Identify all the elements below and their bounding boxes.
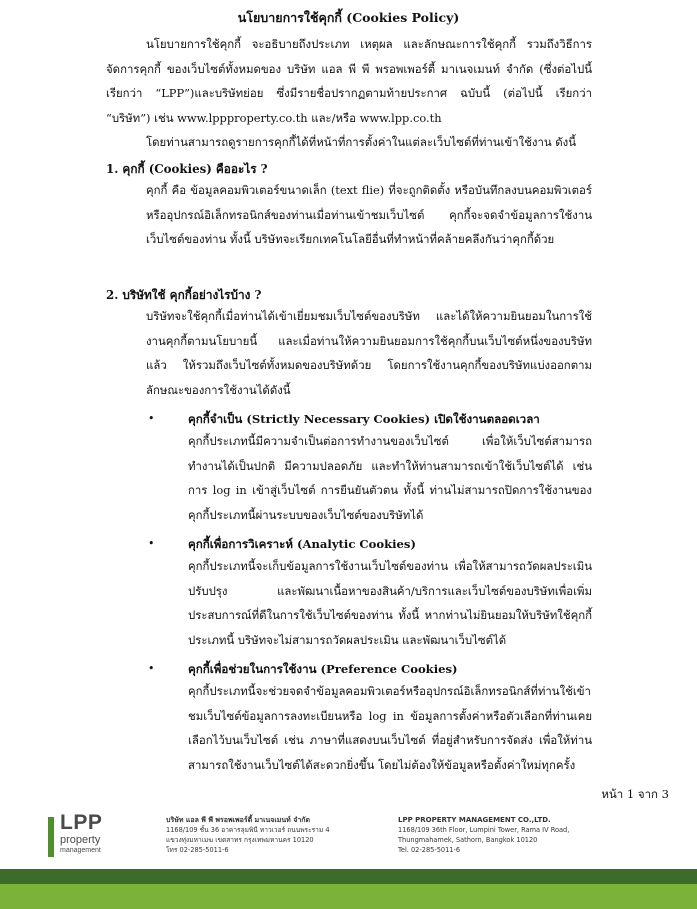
footer-band-dark <box>0 869 697 884</box>
section-1-body: คุกกี้ คือ ข้อมูลคอมพิวเตอร์ขนาดเล็ก (text flie) ที่จะถูกติดตั้ง หรือบันทึกลงบนคอมพิวเตอร์หรืออุปกรณ์อิเล็กทรอนิกส์ของท่านเมื่อท่านเข้าชมเว็บไซต์ คุกกี้จะจดจำข้อมูลการใช้งานเว็บไซต์ของท่าน ทั้งนี้ บริษัทจะเรียกเทคโนโลยีอื่นที่ทำหน้าที่คล้ายคลึงกันว่าคุกกี้ด้วย <box>146 183 592 247</box>
footer-band-light <box>0 884 697 909</box>
section-1-heading: 1. คุกกี้ (Cookies) คืออะไร ? <box>106 162 268 176</box>
intro-note: โดยท่านสามารถดูรายการคุกกี้ได้ที่หน้าที่การตั้งค่าในแต่ละเว็บไซต์ที่ท่านเข้าใช้งาน ดังนี้ <box>146 135 577 149</box>
page-title: นโยบายการใช้คุกกี้ (Cookies Policy) <box>237 10 460 25</box>
address-line: Thungmahamek, Sathorn, Bangkok 10120 <box>398 836 538 844</box>
bullet-1-title: คุกกี้จำเป็น (Strictly Necessary Cookies) เปิดใช้งานตลอดเวลา <box>188 412 540 426</box>
section-2-body: บริษัทจะใช้คุกกี้เมื่อท่านได้เข้าเยี่ยมชมเว็บไซต์ของบริษัท และได้ให้ความยินยอมในการใช้งานคุกกี้ตามนโยบายนี้ และเมื่อท่านให้ความยินยอมการใช้คุกกี้บนเว็บไซต์หนึ่งของบริษัท แล้ว ให้รวมถึงเว็บไซต์ทั้งหมดของบริษัทด้วย โดยการใช้งานคุกกี้ของบริษัทแบ่งออกตามลักษณะของการใช้งานได้ดังนี้ <box>146 309 592 397</box>
bullet-2-text: คุกกี้ประเภทนี้จะเก็บข้อมูลการใช้งานเว็บไซต์ของท่าน เพื่อให้สามารถวัดผลประเมิน ปรับปรุง และพัฒนาเนื้อหาของสินค้า/บริการและเว็บไซต์ของบริษัทเพื่อเพิ่มประสบการณ์ที่ดีในการใช้เว็บไซต์ของท่าน ทั้งนี้ หากท่านไม่ยินยอมให้บริษัทใช้คุกกี้ประเภทนี้ บริษัทจะไม่สามารถวัดผลประเมิน และพัฒนาเว็บไซต์ได้ <box>188 559 592 647</box>
section-2-heading: 2. บริษัทใช้ คุกกี้อย่างไรบ้าง ? <box>106 288 262 302</box>
phone-line: Tel. 02-285-5011-6 <box>398 846 461 854</box>
lpp-logo <box>48 811 128 861</box>
footer-address-english <box>398 815 618 855</box>
bullet-3-text: คุกกี้ประเภทนี้จะช่วยจดจำข้อมูลคอมพิวเตอร์หรืออุปกรณ์อิเล็กทรอนิกส์ที่ท่านใช้เข้าชมเว็บไซต์ข้อมูลการลงทะเบียนหรือ log in ข้อมูลการตั้งค่าหรือตัวเลือกที่ท่านเคยเลือกไว้บนเว็บไซต์ เช่น ภาษาที่แสดงบนเว็บไซต์ ที่อยู่สำหรับการจัดส่ง เพื่อให้ท่านสามารถใช้งานเว็บไซต์ได้สะดวกยิ่งขึ้น โดยไม่ต้องให้ข้อมูลหรือตั้งค่าใหม่ทุกครั้ง <box>188 684 592 772</box>
footer-address-thai <box>166 815 386 855</box>
company-name-english: LPP PROPERTY MANAGEMENT CO.,LTD. <box>398 816 551 824</box>
bullet-marker: • <box>148 537 155 550</box>
logo-bar <box>48 817 54 857</box>
logo-lpp-text: LPP <box>60 811 103 834</box>
bullet-marker: • <box>148 412 155 425</box>
bullet-marker: • <box>148 662 155 675</box>
company-name-thai: บริษัท แอล พี พี พรอพเพอร์ตี้ มาเนจเมนท์ จำกัด <box>166 816 311 824</box>
address-line: 1168/109 ชั้น 36 อาคารลุมพินี ทาวเวอร์ ถนนพระราม 4 <box>166 826 330 834</box>
page-number: หน้า 1 จาก 3 <box>601 787 669 801</box>
address-line: 1168/109 36th Floor, Lumpini Tower, Rama IV Road, <box>398 826 570 834</box>
logo-management-text: management <box>60 847 101 854</box>
logo-property-text: property <box>60 834 101 846</box>
address-line: แขวงทุ่งมหาเมฆ เขตสาทร กรุงเทพมหานคร 10120 <box>166 836 314 844</box>
bullet-1-text: คุกกี้ประเภทนี้มีความจำเป็นต่อการทำงานของเว็บไซต์ เพื่อให้เว็บไซต์สามารถทำงานได้เป็นปกติ มีความปลอดภัย และทำให้ท่านสามารถเข้าใช้เว็บไซต์ได้ เช่นการ log in เข้าสู่เว็บไซต์ การยืนยันตัวตน ทั้งนี้ ท่านไม่สามารถปิดการใช้งานของคุกกี้ประเภทนี้ผ่านระบบของเว็บไซต์ของบริษัทได้ <box>188 434 592 522</box>
intro-paragraph: นโยบายการใช้คุกกี้ จะอธิบายถึงประเภท เหตุผล และลักษณะการใช้คุกกี้ รวมถึงวิธีการจัดการคุกกี้ ของเว็บไซต์ทั้งหมดของ บริษัท แอล พี พี พรอพเพอร์ตี้ มาเนจเมนท์ จำกัด (ซึ่งต่อไปนี้เรียกว่า “LPP”)และบริษัทย่อย ซึ่งมีรายชื่อปรากฏตามท้ายประกาศ ฉบับนี้ (ต่อไปนี้ เรียกว่า “บริษัท”) เช่น www.lppproperty.co.th และ/หรือ www.lpp.co.th <box>106 37 592 125</box>
bullet-2-title: คุกกี้เพื่อการวิเคราะห์ (Analytic Cookies) <box>188 537 416 551</box>
phone-line: โทร 02-285-5011-6 <box>166 846 229 854</box>
bullet-3-title: คุกกี้เพื่อช่วยในการใช้งาน (Preference Cookies) <box>188 662 458 676</box>
